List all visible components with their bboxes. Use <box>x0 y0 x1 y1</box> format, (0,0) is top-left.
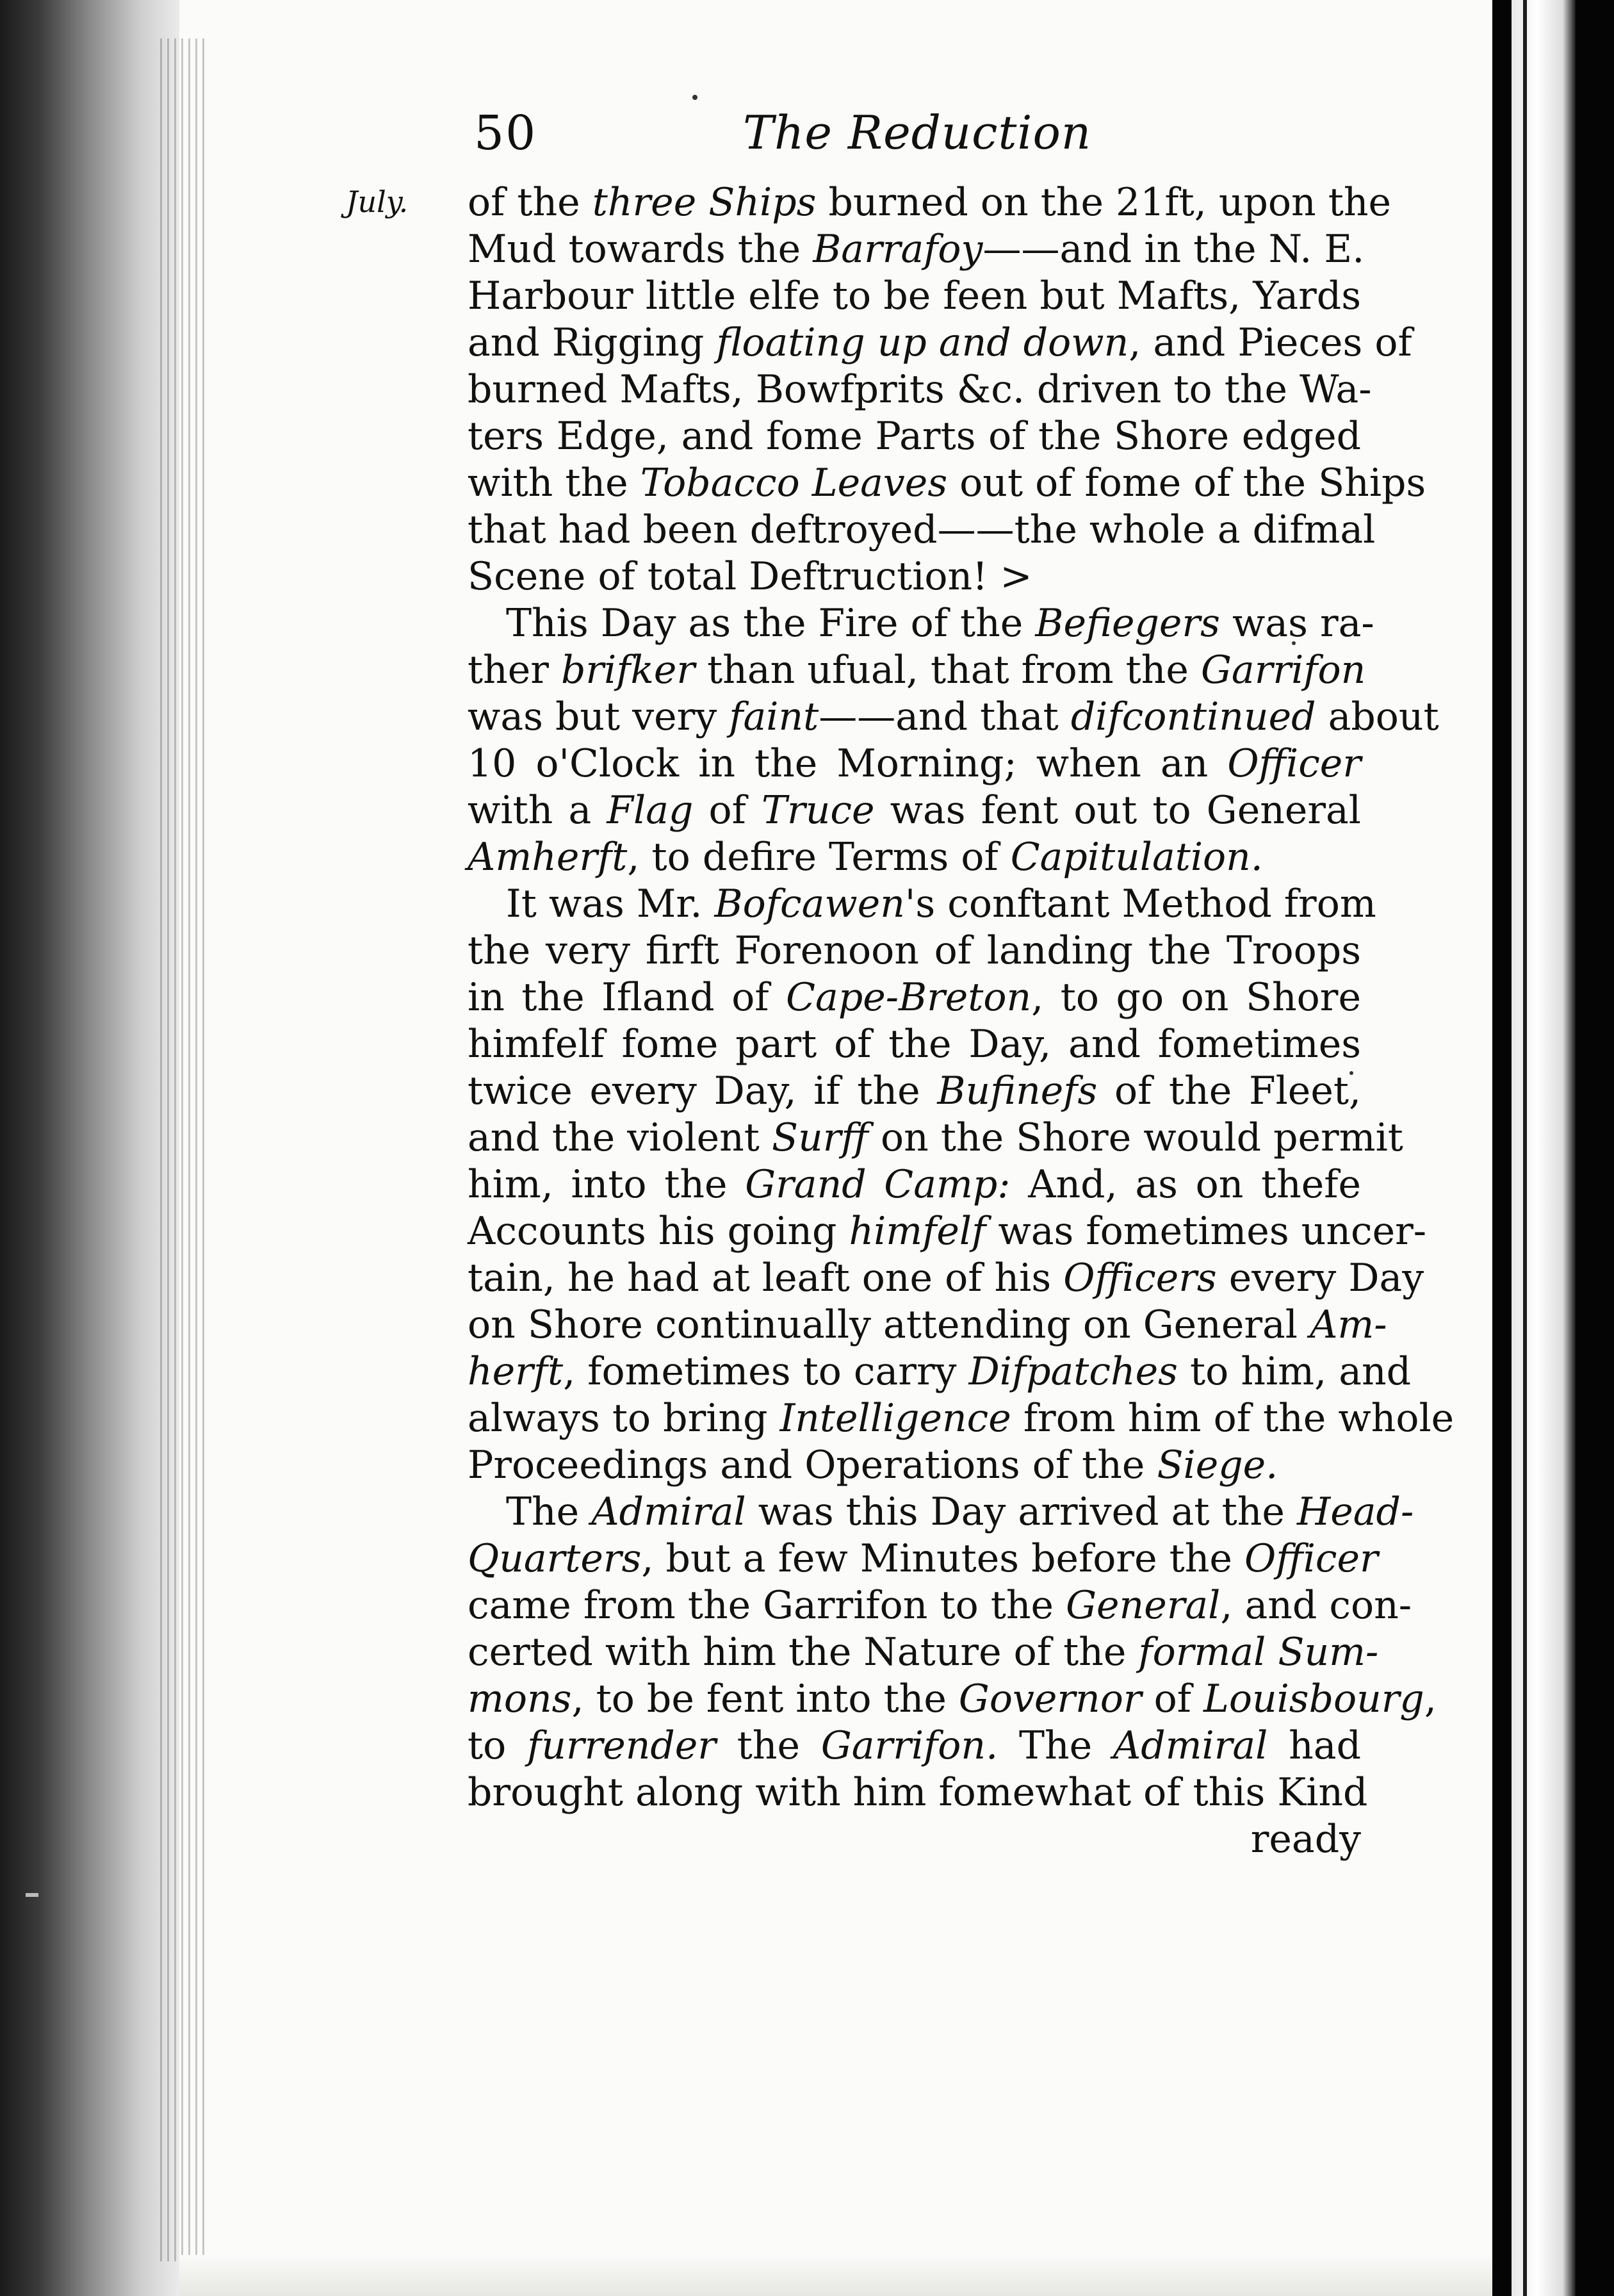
roman-text: , to defire Terms of <box>627 835 1011 880</box>
roman-text: Mud towards the <box>468 227 813 272</box>
text-line <box>468 974 1361 1021</box>
roman-text: from him of the whole <box>1011 1396 1455 1441</box>
text-line <box>468 413 1361 460</box>
roman-text: ——and that <box>819 694 1071 739</box>
roman-text: was fent out to General <box>874 788 1361 833</box>
text-line <box>468 226 1365 273</box>
roman-text: him, into the <box>468 1162 746 1207</box>
roman-text: , to be fent into the <box>571 1677 959 1721</box>
text-line <box>468 1395 1455 1442</box>
roman-text: of the Fleet, <box>1097 1069 1362 1113</box>
italic-text: mons <box>468 1677 572 1721</box>
text-line <box>468 600 1374 647</box>
roman-text: was ra- <box>1219 601 1374 646</box>
italic-text: Siege. <box>1157 1443 1278 1488</box>
roman-text: the very firft Forenoon of landing the Troops <box>468 928 1361 973</box>
italic-text: Befiegers <box>1035 601 1220 646</box>
italic-text: Difpatches <box>968 1349 1178 1394</box>
page-number: 50 <box>474 106 537 161</box>
italic-text: Officer <box>1244 1536 1378 1581</box>
roman-text: on Shore continually attending on General <box>468 1302 1310 1347</box>
text-line <box>468 1676 1437 1723</box>
roman-text: every Day <box>1216 1256 1424 1300</box>
text-line <box>468 1302 1387 1349</box>
roman-text: ——and in the N. E. <box>982 227 1365 272</box>
roman-text: the <box>716 1723 821 1768</box>
text-line <box>468 1208 1427 1255</box>
text-line <box>468 1489 1414 1536</box>
roman-text: , to go on Shore <box>1031 975 1361 1020</box>
roman-text: of <box>693 788 762 833</box>
text-line <box>468 273 1361 320</box>
italic-text: formal Sum- <box>1138 1630 1379 1675</box>
roman-text: , fometimes to carry <box>563 1349 969 1394</box>
italic-text: Barrafoy <box>813 227 983 272</box>
italic-text: Am- <box>1310 1302 1387 1347</box>
roman-text: had <box>1268 1723 1361 1768</box>
roman-text: always to bring <box>468 1396 780 1441</box>
italic-text: Head- <box>1296 1489 1414 1534</box>
text-line <box>468 554 1361 600</box>
text-line <box>468 1161 1361 1208</box>
italic-text: Garrifon. <box>820 1723 999 1768</box>
roman-text: was fometimes uncer- <box>986 1209 1427 1254</box>
italic-text: Officers <box>1063 1256 1217 1300</box>
roman-text: that had been deftroyed——the whole a difmal <box>468 507 1376 552</box>
italic-text: Officer <box>1227 741 1361 786</box>
italic-text: Grand Camp: <box>745 1162 1011 1207</box>
roman-text: brought along with him fomewhat of this Kind <box>468 1770 1368 1815</box>
text-line <box>468 1723 1361 1769</box>
text-line <box>468 1021 1361 1068</box>
italic-text: himfelf <box>849 1209 986 1254</box>
roman-text: ther <box>468 648 562 693</box>
text-line <box>468 1582 1412 1629</box>
roman-text: Harbour little elfe to be feen but Mafts, Yards <box>468 274 1361 318</box>
italic-text: Surff <box>771 1115 868 1160</box>
roman-text: with the <box>468 461 640 505</box>
roman-text: tain, he had at leaft one of his <box>468 1256 1064 1300</box>
roman-text: And, as on thefe <box>1010 1162 1362 1207</box>
text-line <box>468 647 1366 694</box>
roman-text: out of fome of the Ships <box>947 461 1426 505</box>
italic-text: Capitulation. <box>1010 835 1263 880</box>
text-line <box>468 1349 1412 1395</box>
roman-text: , but a few Minutes before the <box>641 1536 1244 1581</box>
text-line <box>468 928 1361 974</box>
italic-text: Governor <box>958 1677 1142 1721</box>
roman-text: than ufual, that from the <box>695 648 1201 693</box>
text-line <box>468 1536 1378 1582</box>
italic-text: difcontinued <box>1070 694 1316 739</box>
roman-text: and Rigging <box>468 320 717 365</box>
italic-text: Intelligence <box>779 1396 1011 1441</box>
text-line <box>468 366 1372 413</box>
text-line <box>468 1115 1403 1161</box>
italic-text: Tobacco Leaves <box>640 461 948 505</box>
italic-text: Bofcawen <box>714 882 905 926</box>
text-line <box>468 1442 1361 1489</box>
roman-text: of <box>1141 1677 1203 1721</box>
italic-text: furrender <box>527 1723 716 1768</box>
roman-text: to him, and <box>1177 1349 1412 1394</box>
roman-text: , <box>1424 1677 1437 1721</box>
italic-text: Garrifon <box>1201 648 1366 693</box>
text-line <box>468 1068 1361 1115</box>
margin-note: July. <box>346 184 409 219</box>
italic-text: herft <box>468 1349 564 1394</box>
roman-text: 's conftant Method from <box>904 882 1376 926</box>
text-line <box>468 741 1361 787</box>
roman-text: ters Edge, and fome Parts of the Shore edged <box>468 414 1361 459</box>
italic-text: Cape-Breton <box>786 975 1032 1020</box>
roman-text: was this Day arrived at the <box>746 1489 1297 1534</box>
roman-text: , and con- <box>1220 1583 1412 1628</box>
roman-text: , and Pieces of <box>1129 320 1412 365</box>
text-line <box>468 507 1376 554</box>
roman-text: on the Shore would permit <box>868 1115 1403 1160</box>
roman-text: The <box>998 1723 1113 1768</box>
roman-text: with a <box>468 788 607 833</box>
roman-text: Proceedings and Operations of the <box>468 1443 1157 1488</box>
italic-text: Admiral <box>1113 1723 1268 1768</box>
italic-text: brifker <box>561 648 696 693</box>
italic-text: floating up and down <box>716 320 1129 365</box>
roman-text: in the Ifland of <box>468 975 787 1020</box>
roman-text: came from the Garrifon to the <box>468 1583 1066 1628</box>
italic-text: Admiral <box>591 1489 746 1534</box>
roman-text: burned Mafts, Bowfprits &c. driven to the Wa- <box>468 367 1372 412</box>
italic-text: three Ships <box>592 180 817 225</box>
roman-text: of the <box>468 180 592 225</box>
roman-text: Scene of total Deftruction! > <box>468 554 1032 599</box>
text-line <box>468 881 1376 928</box>
roman-text: about <box>1316 694 1439 739</box>
italic-text: Louisbourg <box>1203 1677 1424 1721</box>
text-line <box>468 320 1412 366</box>
text-line <box>468 179 1391 226</box>
roman-text: himfelf fome part of the Day, and fometimes <box>468 1022 1361 1067</box>
text-line <box>468 1255 1424 1302</box>
roman-text: to <box>468 1723 528 1768</box>
roman-text: The <box>506 1489 592 1534</box>
roman-text: This Day as the Fire of the <box>506 601 1036 646</box>
italic-text: Quarters <box>468 1536 642 1581</box>
page-header <box>474 106 1371 176</box>
italic-text: faint <box>729 694 819 739</box>
text-line <box>468 1769 1368 1816</box>
roman-text: burned on the 21ft, upon the <box>816 180 1391 225</box>
roman-text: and the violent <box>468 1115 772 1160</box>
roman-text: It was Mr. <box>506 882 715 926</box>
text-line <box>468 694 1439 741</box>
italic-text: Truce <box>762 788 875 833</box>
text-line <box>468 834 1361 881</box>
text-line <box>468 787 1361 834</box>
body-text <box>468 179 1455 1863</box>
roman-text: twice every Day, if the <box>468 1069 938 1113</box>
running-head: The Reduction <box>743 106 1092 160</box>
roman-text: 10 o'Clock in the Morning; when an <box>468 741 1228 786</box>
roman-text: was but very <box>468 694 730 739</box>
catchword: ready <box>1250 1817 1361 1862</box>
italic-text: Bufinefs <box>937 1069 1098 1113</box>
roman-text: certed with him the Nature of the <box>468 1630 1139 1675</box>
roman-text: Accounts his going <box>468 1209 849 1254</box>
italic-text: Flag <box>607 788 694 833</box>
italic-text: General <box>1066 1583 1221 1628</box>
text-line <box>468 1629 1379 1676</box>
italic-text: Amherft <box>468 835 628 880</box>
text-line <box>468 460 1426 507</box>
